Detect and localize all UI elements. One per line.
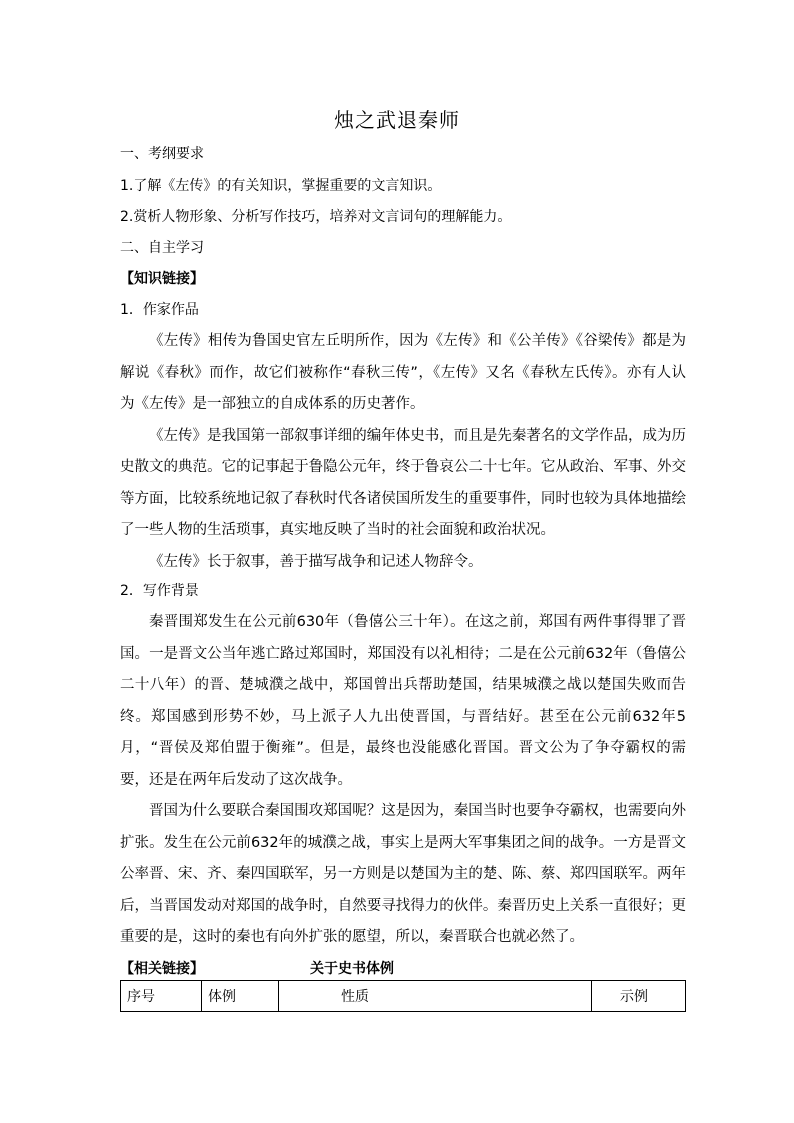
header-cell-example: 示例: [592, 981, 686, 1012]
knowledge-link-label: 【知识链接】: [120, 271, 204, 287]
page-title: 烛之武退秦师: [334, 108, 460, 132]
requirement-item-1: 1.了解《左传》的有关知识，掌握重要的文言知识。: [120, 178, 442, 194]
header-cell-nature: 性质: [279, 981, 592, 1012]
subheading-author-works: 1．作家作品: [120, 302, 199, 318]
table-title: 关于史书体例: [310, 961, 394, 977]
header-cell-genre: 体例: [202, 981, 279, 1012]
paragraph: 《左传》相传为鲁国史官左丘明所作，因为《左传》和《公羊传》《谷梁传》都是为解说《春秋》而作，故它们被称作“春秋三传”，《左传》又名《春秋左氏传》。亦有人认为《左传》是一部独立的自成体系的历史著作。: [120, 333, 686, 412]
header-cell-index: 序号: [121, 981, 202, 1012]
subheading-background: 2．写作背景: [120, 583, 199, 599]
table-header-row: [121, 981, 686, 1012]
paragraph: 晋国为什么要联合秦国围攻郑国呢？这是因为，秦国当时也要争夺霸权，也需要向外扩张。发生在公元前632年的城濮之战，事实上是两大军事集团之间的战争。一方是晋文公率晋、宋、齐、秦四国联军，另一方则是以楚国为主的楚、陈、蔡、郑四国联军。两年后，当晋国发动对郑国的战争时，自然要寻找得力的伙伴。秦晋历史上关系一直很好；更重要的是，这时的秦也有向外扩张的愿望，所以，秦晋联合也就必然了。: [120, 803, 686, 945]
author-works-body: [120, 326, 686, 578]
related-link-label: 【相关链接】: [120, 961, 204, 977]
section-heading-self-study: 二、自主学习: [120, 240, 204, 256]
paragraph: 秦晋围郑发生在公元前630年（鲁僖公三十年）。在这之前，郑国有两件事得罪了晋国。一是晋文公当年逃亡路过郑国时，郑国没有以礼相待；二是在公元前632年（鲁僖公二十八年）的晋、楚城濮之战中，郑国曾出兵帮助楚国，结果城濮之战以楚国失败而告终。郑国感到形势不妙，马上派子人九出使晋国，与晋结好。甚至在公元前632年5月，“晋侯及郑伯盟于衡雍”。但是，最终也没能感化晋国。晋文公为了争夺霸权的需要，还是在两年后发动了这次战争。: [120, 614, 686, 788]
paragraph: 《左传》是我国第一部叙事详细的编年体史书，而且是先秦著名的文学作品，成为历史散文的典范。它的记事起于鲁隐公元年，终于鲁哀公二十七年。它从政治、军事、外交等方面，比较系统地记叙了春秋时代各诸侯国所发生的重要事件，同时也较为具体地描绘了一些人物的生活琐事，真实地反映了当时的社会面貌和政治状况。: [120, 427, 686, 538]
history-genre-table: [120, 980, 686, 1012]
background-body: [120, 607, 686, 954]
section-heading-exam-requirements: 一、考纲要求: [120, 146, 204, 162]
paragraph: 《左传》长于叙事，善于描写战争和记述人物辞令。: [149, 553, 483, 570]
requirement-item-2: 2.赏析人物形象、分析写作技巧，培养对文言词句的理解能力。: [120, 209, 512, 225]
related-link-row: [120, 958, 686, 978]
